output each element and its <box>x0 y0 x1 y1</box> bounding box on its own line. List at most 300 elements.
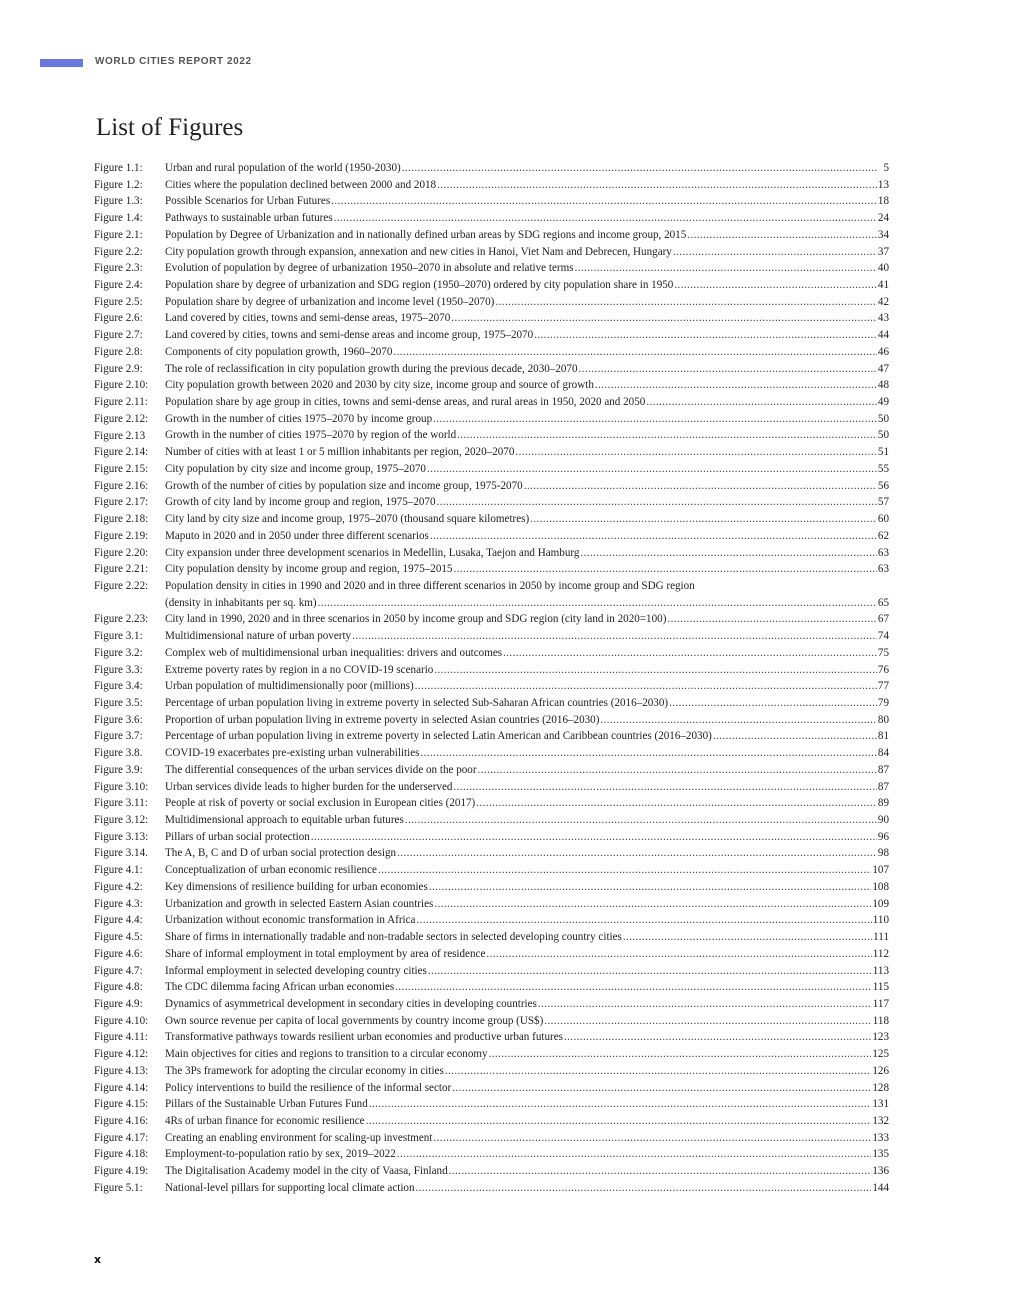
figure-number: Figure 4.19: <box>94 1165 149 1178</box>
figure-number: Figure 3.5: <box>94 697 143 710</box>
dot-leader <box>393 344 877 361</box>
figure-number: Figure 3.8. <box>94 747 143 760</box>
figure-entry[interactable] <box>94 879 889 896</box>
figure-title: Own source revenue per capita of local governments by country income group (US$) <box>165 1014 544 1027</box>
dot-leader <box>311 829 877 846</box>
figure-entry-line <box>165 595 889 612</box>
figure-number: Figure 3.7: <box>94 730 143 743</box>
figure-entry[interactable] <box>94 528 889 545</box>
figure-number: Figure 2.1: <box>94 228 143 241</box>
figure-page-number: 111 <box>873 931 889 944</box>
figure-page-number: 80 <box>877 713 889 726</box>
figure-entry-line <box>165 929 889 946</box>
figure-number: Figure 2.10: <box>94 379 149 392</box>
figure-entry-line <box>165 1029 889 1046</box>
figure-entry[interactable] <box>94 344 889 361</box>
figure-entry-body <box>165 1080 889 1097</box>
figure-entry-body <box>165 561 889 578</box>
figure-title: City expansion under three development scenarios in Medellin, Lusaka, Taejon and Hamburg <box>165 546 580 559</box>
figure-entry[interactable] <box>94 996 889 1013</box>
figure-entry[interactable] <box>94 1013 889 1030</box>
figure-entry-body <box>165 177 889 194</box>
figure-entry-body <box>165 979 889 996</box>
dot-leader <box>713 728 877 745</box>
figure-number: Figure 3.10: <box>94 780 149 793</box>
figure-title: Population share by age group in cities, towns and semi-dense areas, and rural areas in 1950, 2020 and 2050 <box>165 396 646 409</box>
figure-number: Figure 4.1: <box>94 864 143 877</box>
figure-number: Figure 2.7: <box>94 329 143 342</box>
figure-entry[interactable] <box>94 1080 889 1097</box>
dot-leader <box>397 845 877 862</box>
figure-page-number: 18 <box>877 195 889 208</box>
figure-number: Figure 4.18: <box>94 1148 149 1161</box>
dot-leader <box>402 160 878 177</box>
dot-leader <box>434 896 871 913</box>
figure-entry[interactable] <box>94 929 889 946</box>
figure-entry[interactable] <box>94 377 889 394</box>
figure-entry-line <box>165 210 889 227</box>
figure-entry[interactable] <box>94 444 889 461</box>
figure-number: Figure 3.2: <box>94 646 143 659</box>
figure-page-number: 117 <box>872 997 889 1010</box>
figure-number: Figure 4.6: <box>94 947 143 960</box>
figure-number: Figure 2.2: <box>94 245 143 258</box>
figure-entry[interactable] <box>94 912 889 929</box>
figure-page-number: 96 <box>877 830 889 843</box>
figure-entry-line <box>165 478 889 495</box>
figure-entry-body <box>165 1063 889 1080</box>
figure-entry-body <box>165 1046 889 1063</box>
figure-entry-body <box>165 996 889 1013</box>
figure-title: Population by Degree of Urbanization and in nationally defined urban areas by SDG regions and income group, 2015 <box>165 228 687 241</box>
figure-entry-body <box>165 728 889 745</box>
figure-number: Figure 4.17: <box>94 1131 149 1144</box>
figure-entry[interactable] <box>94 862 889 879</box>
figure-entry-body <box>165 946 889 963</box>
figure-entry-line <box>165 946 889 963</box>
dot-leader <box>378 862 871 879</box>
figure-entry[interactable] <box>94 812 889 829</box>
figure-page-number: 56 <box>877 479 889 492</box>
figure-number: Figure 4.10: <box>94 1014 149 1027</box>
figure-page-number: 37 <box>877 245 889 258</box>
dot-leader <box>579 361 877 378</box>
figure-entry-line <box>165 662 889 679</box>
figure-title: Conceptualization of urban economic resilience <box>165 864 377 877</box>
figure-page-number: 57 <box>877 496 889 509</box>
figure-number: Figure 4.11: <box>94 1031 148 1044</box>
figure-entry-body <box>165 695 889 712</box>
figure-entry-line <box>165 645 889 662</box>
figure-title: City population density by income group and region, 1975–2015 <box>165 563 453 576</box>
figure-entry[interactable] <box>94 611 889 628</box>
figure-number: Figure 3.6: <box>94 713 143 726</box>
figure-page-number: 65 <box>877 596 889 609</box>
dot-leader <box>673 244 877 261</box>
figure-entry[interactable] <box>94 896 889 913</box>
figure-entry-line <box>165 1013 889 1030</box>
figure-title: Percentage of urban population living in extreme poverty in selected Latin American and Caribbean countries (2016–2030) <box>165 730 712 743</box>
figure-page-number: 24 <box>877 212 889 225</box>
figure-title: Urban and rural population of the world (1950-2030) <box>165 161 401 174</box>
figure-number: Figure 4.2: <box>94 880 143 893</box>
figure-entry-line <box>165 361 889 378</box>
dot-leader <box>564 1029 871 1046</box>
figure-title: The A, B, C and D of urban social protection design <box>165 847 397 860</box>
figure-entry-line <box>165 1046 889 1063</box>
figure-entry-body <box>165 879 889 896</box>
figure-title: City land by city size and income group, 1975–2070 (thousand square kilometres) <box>165 513 530 526</box>
figure-entry-line <box>165 494 889 511</box>
figure-title: Proportion of urban population living in extreme poverty in selected Asian countries (2016–2030) <box>165 713 600 726</box>
figure-entry[interactable] <box>94 494 889 511</box>
dot-leader <box>538 996 872 1013</box>
figure-entry[interactable] <box>94 260 889 277</box>
figure-entry-body <box>165 294 889 311</box>
figure-entry-line <box>165 177 889 194</box>
figure-entry-body <box>165 511 889 528</box>
figure-entry[interactable] <box>94 1146 889 1163</box>
figure-page-number: 118 <box>872 1014 889 1027</box>
figure-entry-line <box>165 879 889 896</box>
figure-entry[interactable] <box>94 779 889 796</box>
figure-page-number: 144 <box>872 1181 889 1194</box>
figure-entry-body <box>165 795 889 812</box>
dot-leader <box>457 427 877 444</box>
figure-number: Figure 4.15: <box>94 1098 149 1111</box>
figure-entry[interactable] <box>94 745 889 762</box>
figure-entry[interactable] <box>94 193 889 210</box>
figure-page-number: 84 <box>877 747 889 760</box>
figure-entry-line <box>165 294 889 311</box>
figure-entry-line <box>165 244 889 261</box>
figure-entry[interactable] <box>94 227 889 244</box>
figure-page-number: 136 <box>872 1165 889 1178</box>
figure-title: Creating an enabling environment for scaling-up investment <box>165 1131 433 1144</box>
header-accent-bar <box>40 59 83 67</box>
figure-title: Population density in cities in 1990 and 2020 and in three different scenarios in 2050 by income group and SDG region <box>165 579 695 592</box>
figure-number: Figure 4.12: <box>94 1048 149 1061</box>
figure-title: Population share by degree of urbanization and SDG region (1950–2070) ordered by city population share in 1950 <box>165 279 674 292</box>
figure-page-number: 128 <box>872 1081 889 1094</box>
dot-leader <box>416 1180 872 1197</box>
figure-number: Figure 1.3: <box>94 195 143 208</box>
figure-entry[interactable] <box>94 946 889 963</box>
figure-entry-body <box>165 411 889 428</box>
figure-page-number: 77 <box>877 680 889 693</box>
figure-entry[interactable] <box>94 845 889 862</box>
figure-number: Figure 2.21: <box>94 563 149 576</box>
figure-page-number: 81 <box>877 730 889 743</box>
figure-entry-body <box>165 394 889 411</box>
figure-entry[interactable] <box>94 829 889 846</box>
figure-entry-body <box>165 912 889 929</box>
figure-entry-line <box>165 678 889 695</box>
figure-title: Number of cities with at least 1 or 5 million inhabitants per region, 2020–2070 <box>165 446 515 459</box>
figure-title: Policy interventions to build the resilience of the informal sector <box>165 1081 452 1094</box>
figure-entry-line <box>165 227 889 244</box>
figure-entry-line <box>165 193 889 210</box>
dot-leader <box>420 745 876 762</box>
figure-number: Figure 3.1: <box>94 630 143 643</box>
figure-entry[interactable] <box>94 511 889 528</box>
figure-entry-body <box>165 1180 889 1197</box>
figure-page-number: 87 <box>877 780 889 793</box>
figure-entry[interactable] <box>94 645 889 662</box>
figure-entry-body <box>165 344 889 361</box>
dot-leader <box>515 444 877 461</box>
figure-entry-line <box>165 344 889 361</box>
dot-leader <box>395 979 872 996</box>
figure-entry[interactable] <box>94 979 889 996</box>
figure-number: Figure 2.22: <box>94 579 149 592</box>
figure-entry-body <box>165 160 889 177</box>
figure-entry[interactable] <box>94 963 889 980</box>
figure-entry[interactable] <box>94 1163 889 1180</box>
figure-entry[interactable] <box>94 561 889 578</box>
figure-entry-line <box>165 545 889 562</box>
figure-entry[interactable] <box>94 578 889 611</box>
dot-leader <box>334 210 877 227</box>
figure-entry-body <box>165 812 889 829</box>
figure-entry[interactable] <box>94 478 889 495</box>
dot-leader <box>524 478 877 495</box>
figure-title: Key dimensions of resilience building for urban economies <box>165 880 428 893</box>
figure-entry-body <box>165 862 889 879</box>
figure-entry[interactable] <box>94 1029 889 1046</box>
figure-page-number: 113 <box>872 964 889 977</box>
dot-leader <box>318 595 877 612</box>
figure-entry[interactable] <box>94 428 889 445</box>
figure-entry[interactable] <box>94 628 889 645</box>
figure-entry-line <box>165 427 889 444</box>
figure-entry[interactable] <box>94 662 889 679</box>
figure-number: Figure 3.12: <box>94 814 149 827</box>
figure-page-number: 74 <box>877 630 889 643</box>
figure-entry[interactable] <box>94 294 889 311</box>
figure-page-number: 44 <box>877 329 889 342</box>
dot-leader <box>453 561 876 578</box>
figure-page-number: 46 <box>877 345 889 358</box>
figure-title: Urbanization without economic transformation in Africa <box>165 914 416 927</box>
figure-number: Figure 1.1: <box>94 162 143 174</box>
dot-leader <box>451 310 877 327</box>
figure-entry-body <box>165 427 889 444</box>
dot-leader <box>623 929 872 946</box>
figure-entry-line <box>165 528 889 545</box>
figure-entry-body <box>165 929 889 946</box>
page-title: List of Figures <box>96 114 244 141</box>
figure-entry-line <box>165 260 889 277</box>
figure-title: Percentage of urban population living in extreme poverty in selected Sub-Saharan African countries (2016–2030) <box>165 697 669 709</box>
figure-entry-line <box>165 845 889 862</box>
figure-entry-body <box>165 678 889 695</box>
figure-page-number: 41 <box>877 279 889 292</box>
dot-leader <box>530 511 877 528</box>
figure-number: Figure 4.14: <box>94 1081 149 1094</box>
figure-page-number: 79 <box>877 697 889 709</box>
figure-entry-line <box>165 1063 889 1080</box>
figure-entry[interactable] <box>94 277 889 294</box>
figure-entry-body <box>165 260 889 277</box>
figure-number: Figure 3.9: <box>94 763 143 776</box>
figure-entry[interactable] <box>94 310 889 327</box>
figure-entry-body <box>165 1096 889 1113</box>
figure-title: The role of reclassification in city population growth during the previous decade, 2030–2070 <box>165 362 578 375</box>
figure-entry-line <box>165 728 889 745</box>
figure-entry-line <box>165 963 889 980</box>
figure-title: Share of firms in internationally tradable and non-tradable sectors in selected developing country cities <box>165 931 622 944</box>
figure-entry-body <box>165 1130 889 1147</box>
figure-page-number: 63 <box>877 546 889 559</box>
figure-entry[interactable] <box>94 678 889 695</box>
figure-entry-line <box>165 377 889 394</box>
figure-number: Figure 3.11: <box>94 797 148 810</box>
figure-entry-line <box>165 611 889 628</box>
figure-entry-line <box>165 695 889 712</box>
figure-entry-line <box>165 896 889 913</box>
figure-number: Figure 2.4: <box>94 279 143 292</box>
figure-entry-body <box>165 461 889 478</box>
figure-number: Figure 2.8: <box>94 345 143 358</box>
dot-leader <box>434 662 877 679</box>
dot-leader <box>352 628 877 645</box>
dot-leader <box>429 879 872 896</box>
dot-leader <box>646 394 877 411</box>
dot-leader <box>437 494 877 511</box>
figure-entry[interactable] <box>94 160 889 177</box>
figure-entry[interactable] <box>94 712 889 729</box>
figure-entry[interactable] <box>94 411 889 428</box>
dot-leader <box>580 545 876 562</box>
dot-leader <box>427 461 877 478</box>
figure-title: Informal employment in selected developing country cities <box>165 964 427 977</box>
figure-page-number: 55 <box>877 462 889 475</box>
figure-number: Figure 1.4: <box>94 212 143 225</box>
figure-entry-line <box>165 327 889 344</box>
figure-entry-body <box>165 829 889 846</box>
figure-entry[interactable] <box>94 177 889 194</box>
figure-title: Urbanization and growth in selected Eastern Asian countries <box>165 897 434 910</box>
figure-page-number: 47 <box>877 362 889 375</box>
figure-title-continuation: (density in inhabitants per sq. km) <box>165 596 317 609</box>
figure-number: Figure 2.14: <box>94 446 149 459</box>
figure-title: Possible Scenarios for Urban Futures <box>165 195 331 208</box>
figure-entry-line <box>165 1146 889 1163</box>
figure-title: Land covered by cities, towns and semi-dense areas, 1975–2070 <box>165 312 451 325</box>
figure-number: Figure 1.2: <box>94 178 143 191</box>
figure-entry[interactable] <box>94 545 889 562</box>
figure-entry-line <box>165 511 889 528</box>
figure-entry[interactable] <box>94 361 889 378</box>
figure-title: The CDC dilemma facing African urban economies <box>165 981 395 994</box>
figure-entry[interactable] <box>94 1046 889 1063</box>
figure-entry[interactable] <box>94 728 889 745</box>
figure-entry-body <box>165 227 889 244</box>
figure-title: City population growth between 2020 and 2030 by city size, income group and source of growth <box>165 379 594 392</box>
figure-entry-body <box>165 578 889 611</box>
figure-entry[interactable] <box>94 394 889 411</box>
figure-number: Figure 4.3: <box>94 897 143 910</box>
figure-entry-line <box>165 795 889 812</box>
figure-number: Figure 4.7: <box>94 964 143 977</box>
figure-entry-body <box>165 628 889 645</box>
figure-number: Figure 4.13: <box>94 1064 149 1077</box>
figure-entry-body <box>165 444 889 461</box>
figure-entry[interactable] <box>94 327 889 344</box>
figure-entry[interactable] <box>94 795 889 812</box>
figure-entry[interactable] <box>94 1063 889 1080</box>
figure-entry-line <box>165 812 889 829</box>
figure-page-number: 87 <box>877 763 889 776</box>
dot-leader <box>416 912 871 929</box>
figure-title: Employment-to-population ratio by sex, 2019–2022 <box>165 1148 396 1161</box>
figure-entry[interactable] <box>94 1130 889 1147</box>
dot-leader <box>331 193 877 210</box>
figure-title: The 3Ps framework for adopting the circular economy in cities <box>165 1064 444 1077</box>
figure-title: City population growth through expansion, annexation and new cities in Hanoi, Viet Nam and Debrecen, Hungary <box>165 245 672 258</box>
figure-entry[interactable] <box>94 1180 889 1197</box>
figure-title: The Digitalisation Academy model in the city of Vaasa, Finland <box>165 1165 448 1178</box>
figure-entry[interactable] <box>94 762 889 779</box>
figure-number: Figure 2.3: <box>94 262 143 275</box>
figure-entry-line <box>165 310 889 327</box>
figure-page-number: 132 <box>872 1114 889 1127</box>
figure-entry-line <box>165 762 889 779</box>
figure-entry[interactable] <box>94 695 889 712</box>
figure-title: Pillars of the Sustainable Urban Futures Fund <box>165 1098 368 1111</box>
dot-leader <box>433 411 877 428</box>
figure-entry-body <box>165 1013 889 1030</box>
figure-title: City land in 1990, 2020 and in three scenarios in 2050 by income group and SDG region (city land in 2020=100) <box>165 613 667 626</box>
dot-leader <box>595 377 877 394</box>
figure-number: Figure 2.20: <box>94 546 149 559</box>
figure-page-number: 40 <box>877 262 889 275</box>
dot-leader <box>600 712 876 729</box>
figure-title: Dynamics of asymmetrical development in secondary cities in developing countries <box>165 997 537 1010</box>
figure-title: Main objectives for cities and regions to transition to a circular economy <box>165 1048 488 1061</box>
figure-number: Figure 4.8: <box>94 981 143 994</box>
figure-entry[interactable] <box>94 1113 889 1130</box>
figure-entry-body <box>165 963 889 980</box>
figure-entry-line <box>165 411 889 428</box>
figure-entry[interactable] <box>94 461 889 478</box>
figure-page-number: 13 <box>877 178 889 191</box>
figure-page-number: 60 <box>877 513 889 526</box>
figure-entry[interactable] <box>94 1096 889 1113</box>
figure-title: Evolution of population by degree of urbanization 1950–2070 in absolute and relative terms <box>165 262 574 275</box>
figure-entry-body <box>165 494 889 511</box>
figure-entry[interactable] <box>94 244 889 261</box>
figure-title: Multidimensional nature of urban poverty <box>165 630 352 643</box>
figure-page-number: 107 <box>872 864 889 877</box>
dot-leader <box>534 327 877 344</box>
figure-entry-line <box>165 461 889 478</box>
figure-entry-line <box>165 277 889 294</box>
figure-entry-body <box>165 779 889 796</box>
dot-leader <box>428 963 872 980</box>
figure-number: Figure 2.12: <box>94 412 149 425</box>
figure-entry-line <box>165 1080 889 1097</box>
figure-title: Extreme poverty rates by region in a no COVID-19 scenario <box>165 663 434 676</box>
figure-entry[interactable] <box>94 210 889 227</box>
figure-entry-body <box>165 662 889 679</box>
figure-page-number: 98 <box>877 847 889 860</box>
figure-entry-body <box>165 645 889 662</box>
figure-page-number: 135 <box>872 1148 889 1161</box>
figure-page-number: 133 <box>872 1131 889 1144</box>
dot-leader <box>476 795 877 812</box>
